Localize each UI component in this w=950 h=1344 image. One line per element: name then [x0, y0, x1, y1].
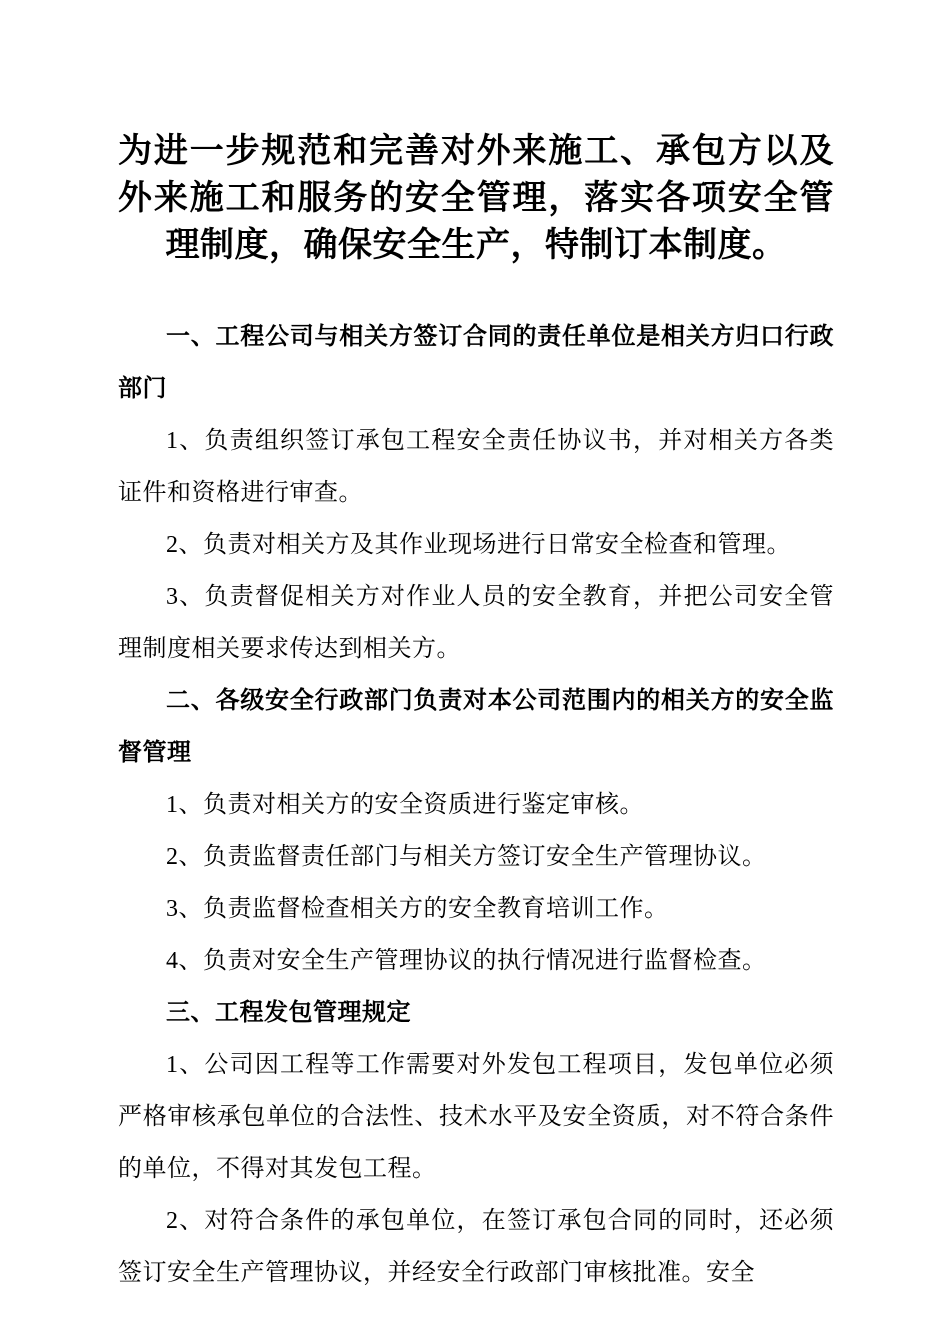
paragraph: 4、负责对安全生产管理协议的执行情况进行监督检查。: [166, 948, 767, 974]
paragraph: 1、负责对相关方的安全资质进行鉴定审核。: [166, 792, 644, 818]
paragraph: 1、负责组织签订承包工程安全责任协议书，并对相关方各类证件和资格进行审查。: [118, 428, 834, 506]
section-heading-3: 三、工程发包管理规定: [166, 999, 411, 1026]
section-heading-2: 二、各级安全行政部门负责对本公司范围内的相关方的安全监督管理: [118, 687, 834, 766]
paragraph: 2、对符合条件的承包单位，在签订承包合同的同时，还必须签订安全生产管理协议，并经安全行政部门审核批准。安全: [118, 1208, 834, 1286]
paragraph: 2、负责监督责任部门与相关方签订安全生产管理协议。: [166, 844, 767, 870]
paragraph: 1、公司因工程等工作需要对外发包工程项目，发包单位必须严格审核承包单位的合法性、技术水平及安全资质，对不符合条件的单位，不得对其发包工程。: [118, 1052, 834, 1182]
paragraph: 2、负责对相关方及其作业现场进行日常安全检查和管理。: [166, 532, 791, 558]
section-heading-1: 一、工程公司与相关方签订合同的责任单位是相关方归口行政部门: [118, 323, 834, 402]
paragraph: 3、负责监督检查相关方的安全教育培训工作。: [166, 896, 669, 922]
paragraph: 3、负责督促相关方对作业人员的安全教育，并把公司安全管理制度相关要求传达到相关方。: [118, 584, 834, 662]
document-title: 为进一步规范和完善对外来施工、承包方以及外来施工和服务的安全管理，落实各项安全管理制度，确保安全生产，特制订本制度。: [118, 132, 834, 264]
document-body: [118, 311, 834, 1299]
